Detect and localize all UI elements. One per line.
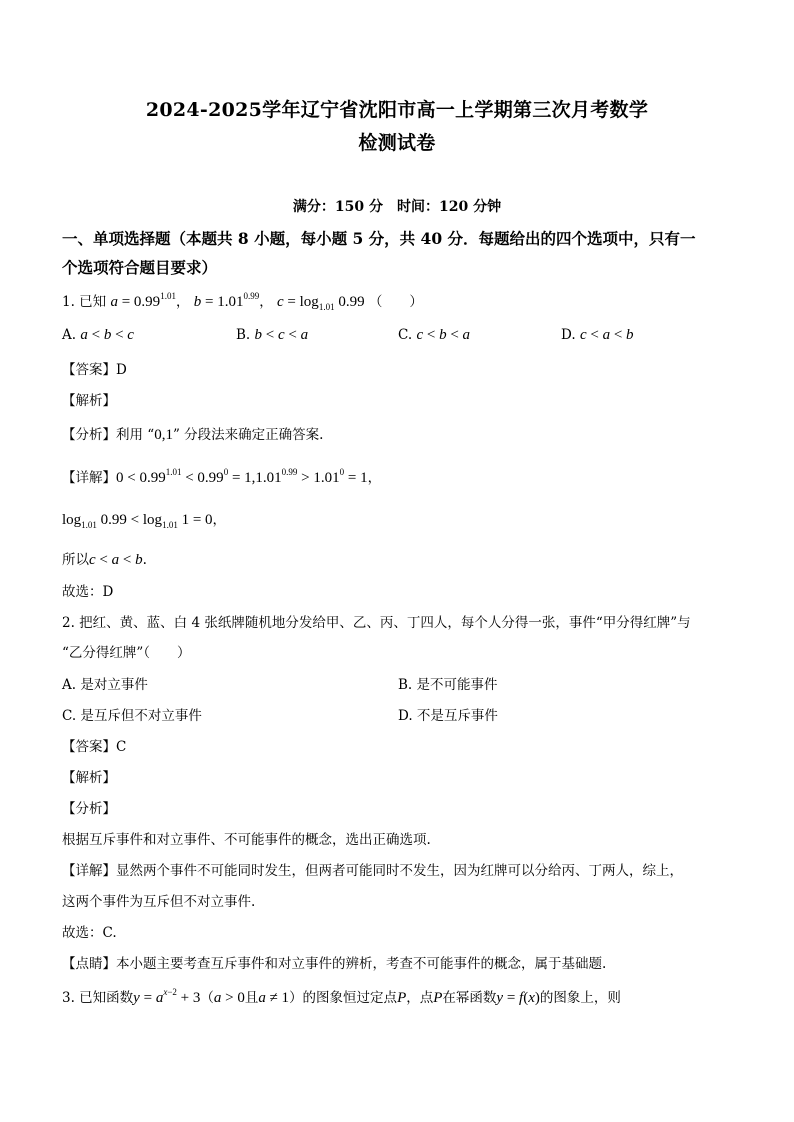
q2-option-b: B. 是不可能事件 xyxy=(398,677,498,693)
q1-option-a: A. a < b < c xyxy=(62,327,134,343)
q1-expr-b: $b = 1.01^{0.99}$ xyxy=(193,291,260,310)
q1-option-c: C. c < b < a xyxy=(398,327,471,343)
q1-option-d: D. c < a < b xyxy=(561,327,634,343)
document-title-line1: 2024-2025学年辽宁省沈阳市高一上学期第三次月考数学 xyxy=(145,99,649,121)
section-heading-line2: 个选项符合题目要求） xyxy=(62,258,218,277)
q1-expr-a: $a = 0.99^{1.01}$ xyxy=(110,291,176,310)
q2-guxuan: 故选：C. xyxy=(62,925,117,941)
q1-stem: 1. 已知 $a = 0.99^{1.01}$， $b = 1.01^{0.99}$， $c = \log_{1.01} 0.99$ （ ） xyxy=(62,291,423,312)
q2-jiexi-label: 【解析】 xyxy=(62,770,116,786)
q2-stem-line1: 2. 把红、黄、蓝、白 4 张纸牌随机地分发给甲、乙、丙、丁四人，每个人分得一张，事件“甲分得红牌”与 xyxy=(62,615,691,631)
q3-stem: 3. 已知函数$y = a^{x-2} + 3(a > 0$且a ≠ 1）的图象恒过定点P，点P在幂函数y = f(x)的图象上，则 xyxy=(62,987,621,1006)
q2-xiangjie-line1: 【详解】显然两个事件不可能同时发生，但两者可能同时不发生，因为红牌可以分给丙、丁两人，综上， xyxy=(62,863,683,879)
q1-answer: 【答案】D xyxy=(62,362,127,378)
q1-xiangjie: 【详解】$0 < 0.99^{1.01} < 0.99^0 = 1,1.01^{0.99} > 1.01^0 = 1$， xyxy=(62,467,382,486)
exam-meta: 满分：150 分 时间：120 分钟 xyxy=(292,199,502,215)
q1-suoyi: 所以c < a < b. xyxy=(62,552,147,568)
q2-fenxi-label: 【分析】 xyxy=(62,801,116,817)
q1-expr-c: $c = \log_{1.01} 0.99$ xyxy=(277,294,365,312)
q2-option-c: C. 是互斥但不对立事件 xyxy=(62,708,202,724)
section-heading-line1: 一、单项选择题（本题共 8 小题，每小题 5 分，共 40 分．每题给出的四个选项中，只有一 xyxy=(62,229,696,248)
q2-stem-line2: “乙分得红牌”（ ） xyxy=(62,645,191,661)
q2-option-d: D. 不是互斥事件 xyxy=(398,708,498,724)
q2-xiangjie-line2: 这两个事件为互斥但不对立事件. xyxy=(62,894,256,910)
q2-answer: 【答案】C xyxy=(62,739,127,755)
q2-fenxi-text: 根据互斥事件和对立事件、不可能事件的概念，选出正确选项. xyxy=(62,832,431,848)
q1-guxuan: 故选：D xyxy=(62,584,114,600)
q1-jiexi-label: 【解析】 xyxy=(62,393,116,409)
q2-option-a: A. 是对立事件 xyxy=(62,677,148,693)
q1-option-b: B. b < c < a xyxy=(236,327,309,343)
q1-fenxi: 【分析】利用 “0,1” 分段法来确定正确答案. xyxy=(62,427,324,443)
document-title-line2: 检测试卷 xyxy=(358,132,436,154)
q2-dianjing: 【点睛】本小题主要考查互斥事件和对立事件的辨析，考查不可能事件的概念，属于基础题. xyxy=(62,956,607,972)
q1-xiangjie-log: $\log_{1.01} 0.99 < \log_{1.01} 1 = 0$， xyxy=(62,512,227,530)
